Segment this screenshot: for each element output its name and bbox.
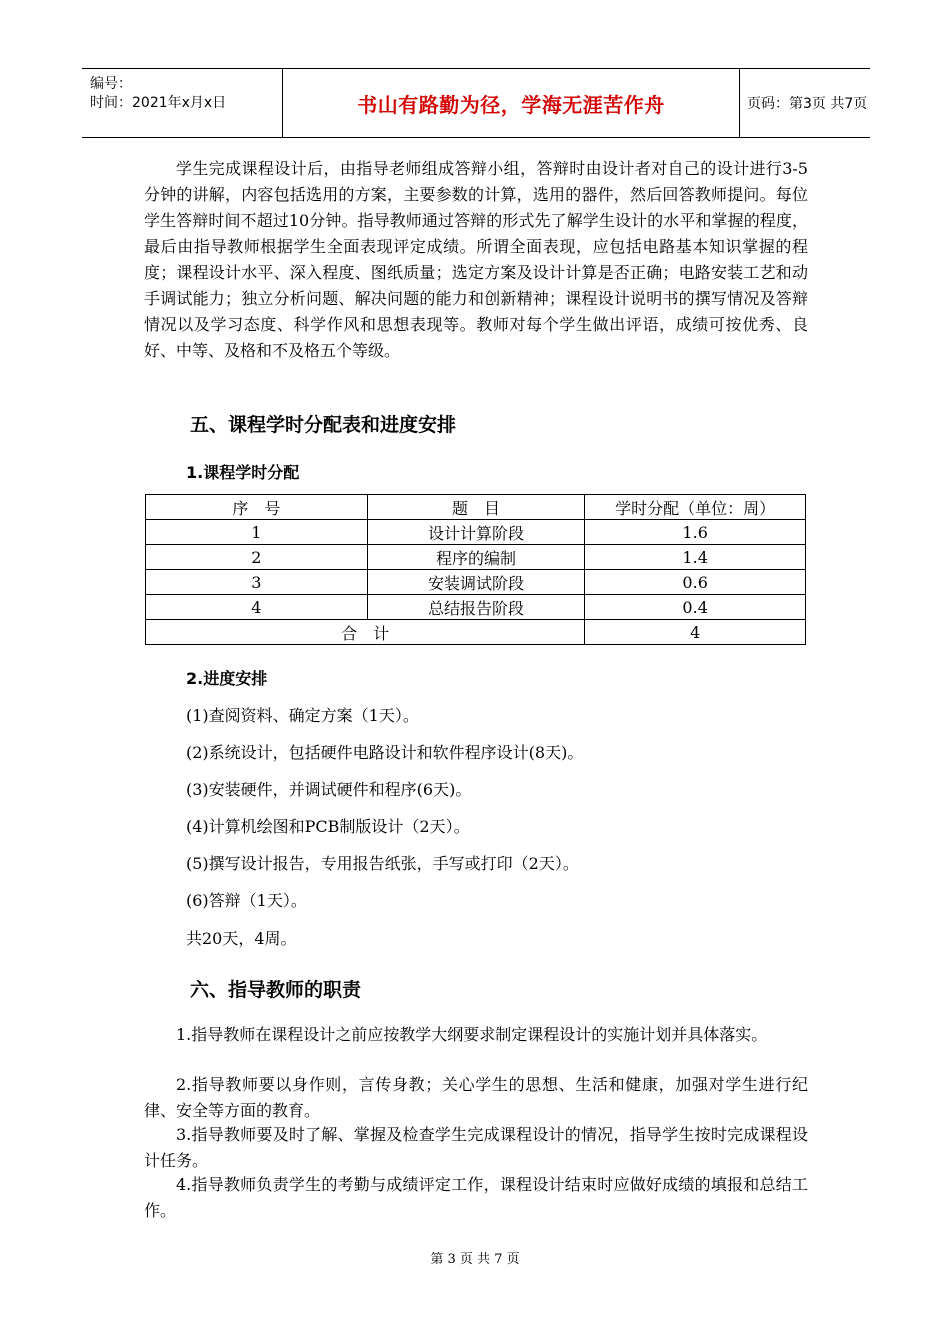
schedule-item: (5)撰写设计报告，专用报告纸张，手写或打印（2天）。 (186, 854, 579, 873)
table-cell: 程序的编制 (367, 545, 585, 570)
table-total-value: 4 (585, 620, 806, 645)
schedule-item: (2)系统设计，包括硬件电路设计和软件程序设计(8天)。 (186, 743, 584, 762)
schedule-item: (1)查阅资料、确定方案（1天）。 (186, 706, 419, 725)
duty-item: 4.指导教师负责学生的考勤与成绩评定工作，课程设计结束时应做好成绩的填报和总结工作。 (144, 1175, 808, 1220)
header-meta (82, 69, 282, 137)
table-cell: 1.4 (585, 545, 806, 570)
schedule-item: (3)安装硬件，并调试硬件和程序(6天)。 (186, 780, 472, 799)
section-6-title: 六、指导教师的职责 (190, 979, 362, 1001)
document-code: 编号： (90, 76, 132, 92)
table-header-cell: 题 目 (367, 495, 585, 520)
table-row (146, 570, 806, 595)
table-cell: 设计计算阶段 (367, 520, 585, 545)
document-date: 时间：2021年x月x日 (90, 95, 227, 111)
section-5-subtitle-1: 1.课程学时分配 (186, 463, 300, 482)
section-5-title: 五、课程学时分配表和进度安排 (190, 414, 457, 436)
header-page-cell (739, 69, 870, 137)
table-cell: 4 (146, 595, 368, 620)
table-row (146, 595, 806, 620)
duty-item: 3.指导教师要及时了解、掌握及检查学生完成课程设计的情况，指导学生按时完成课程设计任务。 (144, 1125, 808, 1170)
table-cell: 2 (146, 545, 368, 570)
header-motto: 书山有路勤为径，学海无涯苦作舟 (357, 92, 665, 117)
table-cell: 安装调试阶段 (367, 570, 585, 595)
table-cell: 1.6 (585, 520, 806, 545)
page-number: 第 3 页 共 7 页 (430, 1252, 520, 1267)
table-total-label: 合 计 (146, 620, 585, 645)
table-row (146, 520, 806, 545)
table-cell: 3 (146, 570, 368, 595)
table-cell: 0.4 (585, 595, 806, 620)
table-header-cell: 学时分配（单位：周） (585, 495, 806, 520)
table-header-row (146, 495, 806, 520)
table-cell: 0.6 (585, 570, 806, 595)
schedule-item: (4)计算机绘图和PCB制版设计（2天）。 (186, 817, 470, 836)
page-header (82, 68, 870, 138)
table-total-row (146, 620, 806, 645)
table-cell: 总结报告阶段 (367, 595, 585, 620)
section-5-subtitle-2: 2.进度安排 (186, 669, 268, 688)
table-cell: 1 (146, 520, 368, 545)
intro-paragraph: 学生完成课程设计后，由指导老师组成答辩小组，答辩时由设计者对自己的设计进行3-5分钟的讲解，内容包括选用的方案，主要参数的计算，选用的器件，然后回答教师提问。每位学生答辩时间不超过10分钟。指导教师通过答辩的形式先了解学生设计的水平和掌握的程度，最后由指导教师根据学生全面表现评定成绩。所谓全面表现，应包括电路基本知识掌握的程度；课程设计水平、深入程度、图纸质量；选定方案及设计计算是否正确；电路安装工艺和动手调试能力；独立分析问题、解决问题的能力和创新精神；课程设计说明书的撰写情况及答辩情况以及学习态度、科学作风和思想表现等。教师对每个学生做出评语，成绩可按优秀、良好、中等、及格和不及格五个等级。 (144, 159, 808, 360)
hours-table (145, 494, 806, 645)
header-motto-cell (282, 69, 740, 137)
table-header-cell: 序 号 (146, 495, 368, 520)
schedule-item: (6)答辩（1天）。 (186, 891, 307, 910)
table-row (146, 545, 806, 570)
duty-item: 1.指导教师在课程设计之前应按教学大纲要求制定课程设计的实施计划并具体落实。 (176, 1025, 768, 1044)
schedule-total: 共20天，4周。 (186, 929, 297, 948)
duty-item: 2.指导教师要以身作则，言传身教；关心学生的思想、生活和健康，加强对学生进行纪律、安全等方面的教育。 (144, 1075, 808, 1120)
header-page-info: 页码：第3页 共7页 (747, 96, 868, 112)
